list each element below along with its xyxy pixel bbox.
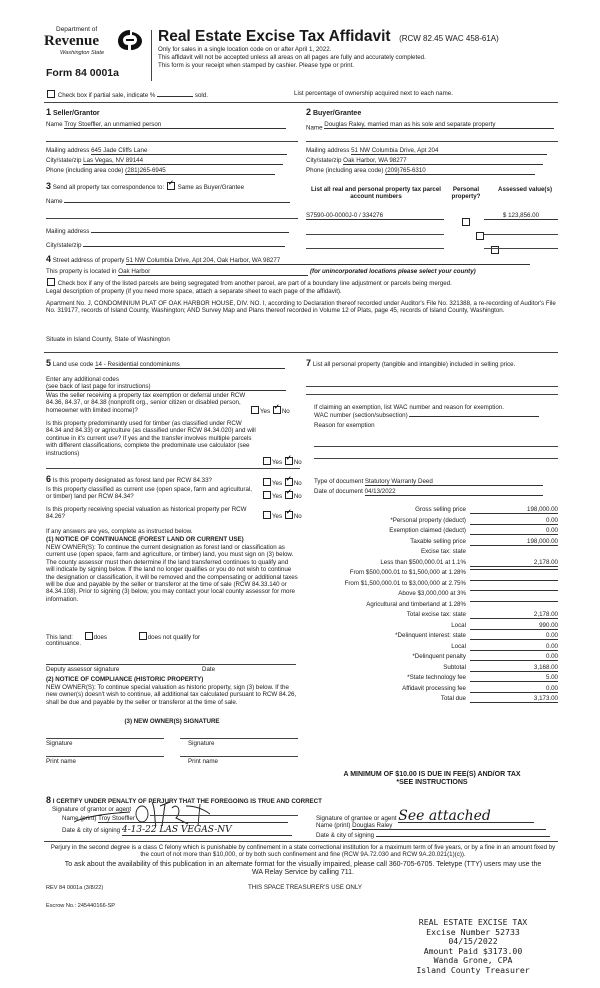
new-owner-sig-title: (3) NEW OWNER(S) SIGNATURE [124,718,220,725]
treasurer-stamp [398,918,548,976]
tax-row-label: *State technology fee [407,674,466,681]
buyer-heading: 2 Buyer/Grantee [306,107,362,117]
grantee-name-field[interactable]: Douglas Raley [352,822,546,830]
seller-phone-row: Phone (including area code) (281)265-6945 [46,167,298,175]
tax-row-value[interactable]: 5.00 [470,674,558,682]
owner-signature-label-2: Signature [188,740,215,747]
grantee-date-city-field[interactable] [376,836,550,837]
land-use-field[interactable]: 14 - Residential condominiums [95,361,285,369]
q-current-use: Is this property classified as current use (open space, farm and agricultural, or timber) land per RCW 84.34? [46,486,253,501]
tax-row-value[interactable]: 990.00 [470,622,558,630]
tax-row-value[interactable]: 3,173.00 [470,695,558,703]
revision-label: REV 84 0001a (3/8/22) [46,885,104,891]
partial-sale-label: Check box if partial sale, indicate % [57,92,156,99]
seller-heading: 1 Seller/Grantor [46,107,100,117]
notice1-title: (1) NOTICE OF CONTINUANCE (FOREST LAND OR CURRENT USE) [46,536,244,543]
parcel-col-header: List all real and personal property tax parcel account numbers [311,186,441,201]
tax-row-label: From $500,000.01 to $1,500,000 at 1.28% [349,569,466,576]
grantor-name-field[interactable]: Troy Stoeffler [98,815,288,823]
stamp-line-2: Excise Number 52733 [426,926,520,937]
tax-row-label: Affidavit processing fee [402,684,466,692]
q-timber: Is this property predominantly used for timber (as classified under RCW 84.34 and 84.33) or agriculture (as classified under RCW 84.34.020) and will continue in it's current use? If yes and the transfer involves multiple parcels with different classifications, complete the predominate use calculator (see instructions) [46,420,256,457]
personal-col-header: Personal property? [451,186,481,201]
buyer-mailing-field[interactable]: 51 NW Columbia Drive, Apt 204 [351,147,547,155]
same-as-buyer-checkbox[interactable] [167,182,175,190]
tax-row-label: Agricultural and timberland at 1.28% [366,600,466,608]
tax-row-label: Gross selling price [415,506,466,513]
buyer-phone-row: Phone (including area code) (209)765-6310 [306,167,558,175]
historic-yes-checkbox[interactable] [263,511,271,519]
parcel-number-1[interactable]: S7590-00-0000J-0 / 334276 [306,212,444,220]
wac-label: If claiming an exemption, list WAC number and reason for exemption. [314,404,504,411]
tax-row-value[interactable]: 0.00 [470,527,558,535]
owner-print-label-2: Print name [188,758,218,765]
situate-text: Situate in Island County, State of Washington [46,336,170,343]
tax-row-label: *Personal property (deduct) [390,516,466,524]
this-land-row: This land: does does not qualify for [46,634,201,641]
historic-no-checkbox[interactable] [285,511,293,519]
tax-row-label: Exemption claimed (deduct) [389,527,466,534]
seller-phone-field[interactable]: (281)265-6945 [125,167,275,175]
alternate-format-notice: To ask about the availability of this publication in an alternate format for the visually impaired, please call 360-705-6705. Teletype (TTY) users may use the WA Relay Service by calling 711. [64,861,542,876]
ownership-note: List percentage of ownership acquired next to each name. [294,90,453,97]
doc-date-row: Date of document 04/13/2022 [314,488,543,496]
forest-no-checkbox[interactable] [285,478,293,486]
buyer-city-field[interactable]: Oak Harbor, WA 98277 [343,157,543,165]
tax-row-value[interactable]: 0.00 [470,685,558,693]
segregate-checkbox[interactable] [47,278,55,286]
stamp-line-4: Amount Paid $3173.00 [423,945,523,956]
stamp-line-6: Island County Treasurer [416,964,530,975]
certify-statement: 8 I CERTIFY UNDER PENALTY OF PERJURY THAT THE FOREGOING IS TRUE AND CORRECT [46,795,322,805]
seller-name-row: Name Troy Stoeffler, an unmarried person [46,121,298,129]
seller-city-field[interactable]: Las Vegas, NV 89144 [83,157,283,165]
tax-row-label: From $1,500,000.01 to $3,000,000 at 2.75% [344,579,466,587]
tax-row-value[interactable] [470,590,558,591]
tax-row-value[interactable]: 198,000.00 [470,506,558,514]
wac-number-row: WAC number (section/subsection) [314,412,558,419]
personal-property-checkbox-1[interactable] [462,218,470,226]
s3-city-field[interactable] [83,246,285,247]
form-number: Form 84 0001a [46,67,119,79]
located-row: This property is located in Oak Harbor (for unincorporated locations please select your county) [46,268,476,275]
q-exemption-answer: Yes ✓ No [250,406,290,415]
assessed-col-header: Assessed value(s) [498,186,552,193]
dor-logo [44,26,148,60]
exemption-yes-checkbox[interactable] [251,406,259,414]
add-codes-instructions: (see back of last page for instructions) [46,383,286,391]
grantor-name-row: Name (print) Troy Stoeffler [62,815,288,823]
buyer-mailing-row: Mailing address 51 NW Columbia Drive, Apt 204 [306,147,558,155]
q-timber-answer: Yes ✓ No [262,457,302,466]
land-does-checkbox[interactable] [85,632,93,640]
dept-line1: Department of [56,26,98,33]
q-exemption: Was the seller receiving a property tax exemption or deferral under RCW 84.36, 84.37, or 84.38 (nonprofit org., senior citizen or disabled person, homeowner with limited income)? [46,392,246,414]
wac-number-field[interactable] [409,416,539,417]
located-in-field[interactable]: Oak Harbor [118,268,308,276]
minimum-due-note: A MINIMUM OF $10.00 IS DUE IN FEE(S) AND/OR TAX [343,771,521,778]
tax-row-value[interactable] [470,601,558,602]
doc-type-row: Type of document Statutory Warranty Deed [314,478,543,486]
tax-row-value[interactable]: 2,178.00 [470,559,558,567]
form-title [158,28,499,46]
tax-row-value[interactable]: 0.00 [470,632,558,640]
tax-row-label: *Delinquent interest: state [395,632,466,639]
treasurer-use-label: THIS SPACE TREASURER'S USE ONLY [248,884,362,891]
page-title: Real Estate Excise Tax Affidavit [158,28,391,45]
perjury-notice: Perjury in the second degree is a class C felony which is punishable by confinement in a state correctional institution for a maximum term of five years, or by a fine in an amount fixed by the court of not more than $10,000, or by both such confinement and fine (RCW 9A.72.030 and RCW 9A.20.021(1)(c)). [50,844,556,859]
street-address-field[interactable]: 51 NW Columbia Drive, Apt 204, Oak Harbor, WA 98277 [126,257,530,265]
buyer-phone-field[interactable]: (209)765-6310 [385,167,535,175]
q-historic: Is this property receiving special valuation as historical property per RCW 84.26? [46,506,247,521]
seller-city-row: City/state/zip Las Vegas, NV 89144 [46,157,298,165]
tax-row-value[interactable]: 0.00 [470,517,558,525]
dor-emblem-icon [116,28,144,52]
grantor-sig-row: Signature of grantor or agent [52,806,132,813]
stamp-line-5: Wanda Grone, CPA [433,955,513,966]
assessed-value-1[interactable]: $ 123,856.00 [484,212,558,220]
notice2-title: (2) NOTICE OF COMPLIANCE (HISTORIC PROPERTY) [46,676,204,683]
segregate-row: Check box if any of the listed parcels are being segregated from another parcel, are part of a boundary line adjustment or parcels being merged. [46,278,558,287]
grantor-date-city-field[interactable]: 4-13-22 LAS VEGAS-NV [122,826,292,836]
q-forest-answer: Yes ✓ No [262,478,302,487]
tax-row-label: Excise tax: state [420,548,466,555]
escrow-number: Escrow No.: 245440166-SP [46,903,116,909]
partial-percent-field[interactable] [157,96,193,97]
tax-row-label: Above $3,000,000 at 3% [398,590,466,597]
reason-row: Reason for exemption [314,422,375,429]
tax-row-label: Subtotal [443,663,466,671]
notice1-body: NEW OWNER(S): To continue the current designation as forest land or classification as current use (open space, farm and agriculture, or timber) land, you must sign on (3) below. The county assessor must then determine if the land transferred continues to qualify and will indicate by signing below. If the land no longer qualifies or you do not wish to continue the designation or classification, it will be removed and the compensating or additional taxes will be due and payable by the seller or transferor at the time of sale (RCW 84.33.140 or 84.34.108). Prior to signing (3) below, you may contact your local county assessor for more information. [46,544,298,603]
owner-print-label-1: Print name [46,758,76,765]
any-yes-note: If any answers are yes, complete as instructed below. [46,528,193,535]
section7-label: 7 List all personal property (tangible and intangible) included in selling price. [306,358,516,368]
continuance-label: continuance. [46,640,82,647]
buyer-name-row: Name Douglas Raley, married man as his sole and separate property [306,121,558,132]
tax-row-label: Total due [440,695,466,702]
seller-mailing-field[interactable]: 645 Jade Cliffs Lane [91,147,287,155]
s3-city-row: City/state/zip [46,242,298,249]
deputy-date-label: Date [202,666,216,673]
partial-sale-row [46,90,208,99]
tax-row-label: *Delinquent penalty [412,653,466,660]
tax-row-label: Local [451,642,466,650]
grantee-sig-row: Signature of grantee or agent See attached [316,810,534,823]
tax-row-label: Total excise tax: state [406,611,466,618]
grantee-date-row: Date & city of signing [316,832,550,839]
statute-ref: (RCW 82.45 WAC 458-61A) [399,34,499,43]
tax-row-label: Taxable selling price [410,537,466,545]
doc-type-field[interactable]: Statutory Warranty Deed [365,478,543,486]
stamp-line-3: 04/15/2022 [448,936,498,947]
forest-yes-checkbox[interactable] [263,478,271,486]
owner-signature-label-1: Signature [46,740,73,747]
exemption-no-checkbox[interactable] [273,406,281,414]
legal-description: Apartment No. J, CONDOMINIUM PLAT OF OAK HARBOR HOUSE, DIV. NO. I, according to Declaration thereof recorded under Auditor's File No. 321388, a re-recording of Auditor's File No. 319177, records of Island County, Washington; AND Survey Map and Plans thereof recorded in Volume 12 of Plats, page 45, records of Island County, Washington. [46,300,556,315]
dept-line2: Revenue [44,33,99,49]
tax-row-value[interactable]: 0.00 [470,643,558,651]
seller-mailing-row: Mailing address 645 Jade Cliffs Lane [46,147,298,155]
add-codes-label: Enter any additional codes [46,376,119,383]
tax-row-label: Local [451,621,466,629]
tax-row-value[interactable]: 2,178.00 [470,611,558,619]
s3-name-field[interactable] [64,202,290,203]
s3-mailing-field[interactable] [91,232,289,233]
deputy-signature-label: Deputy assessor signature [46,666,120,673]
timber-no-checkbox[interactable] [285,457,293,465]
grantor-date-row: Date & city of signing 4-13-22 LAS VEGAS-NV [62,826,292,836]
tax-row-value[interactable]: 3,168.00 [470,664,558,672]
timber-yes-checkbox[interactable] [263,457,271,465]
legal-desc-label: Legal description of property (if you need more space, attach a separate sheet to each page of the affidavit). [46,288,342,295]
section3-heading: 3 Send all property tax correspondence to: ✓ Same as Buyer/Grantee [46,182,244,191]
partial-sold-label: sold. [194,92,208,99]
street-address-row: 4 Street address of property 51 NW Columbia Drive, Apt 204, Oak Harbor, WA 98277 [46,256,558,265]
grantee-name-row: Name (print) Douglas Raley [316,822,546,830]
buyer-name-field[interactable]: Douglas Raley, married man as his sole and separate property [324,121,554,129]
s3-name-row: Name [46,198,298,205]
see-instructions-note: *SEE INSTRUCTIONS [396,779,468,786]
header-note-2: This affidavit will not be accepted unless all areas on all pages are fully and accurately completed. [158,54,426,61]
tax-row-value[interactable] [470,580,558,581]
header-note-1: Only for sales in a single location code on or after April 1, 2022. [158,46,332,53]
seller-name-field[interactable]: Troy Stoeffler, an unmarried person [64,121,286,129]
tax-row-label: Less than $500,000.01 at 1.1% [380,558,466,566]
grantee-signature-field[interactable]: See attached [398,810,534,823]
s3-mailing-row: Mailing address [46,228,298,235]
buyer-city-row: City/state/zip Oak Harbor, WA 98277 [306,157,558,165]
tax-row-value[interactable]: 198,000.00 [470,538,558,546]
land-use-row: 5 Land use code 14 - Residential condominiums [46,360,298,369]
tax-row-value[interactable] [470,569,558,570]
tax-row-value[interactable]: 0.00 [470,653,558,661]
notice2-body: NEW OWNER(S): To continue special valuation as historic property, sign (3) below. If the new owner(s) doesn't wish to continue, all additional tax calculated pursuant to RCW 84.26, shall be due and payable by the seller or transferor at the time of sale. [46,684,297,706]
grantor-signature [70,800,300,828]
doc-date-field[interactable]: 04/13/2022 [365,488,543,496]
current-use-yes-checkbox[interactable] [263,491,271,499]
q-historic-answer: Yes ✓ No [262,511,302,520]
stamp-line-1: REAL ESTATE EXCISE TAX [418,917,528,927]
dept-line3: Washington State [60,50,105,56]
q-current-use-answer: Yes ✓ No [262,491,302,500]
partial-sale-checkbox[interactable] [47,90,55,98]
q-forest: 6 Is this property designated as forest land per RCW 84.33? [46,474,212,484]
current-use-no-checkbox[interactable] [285,491,293,499]
header-note-3: This form is your receipt when stamped by cashier. Please type or print. [158,62,355,69]
land-does-not-checkbox[interactable] [139,632,147,640]
